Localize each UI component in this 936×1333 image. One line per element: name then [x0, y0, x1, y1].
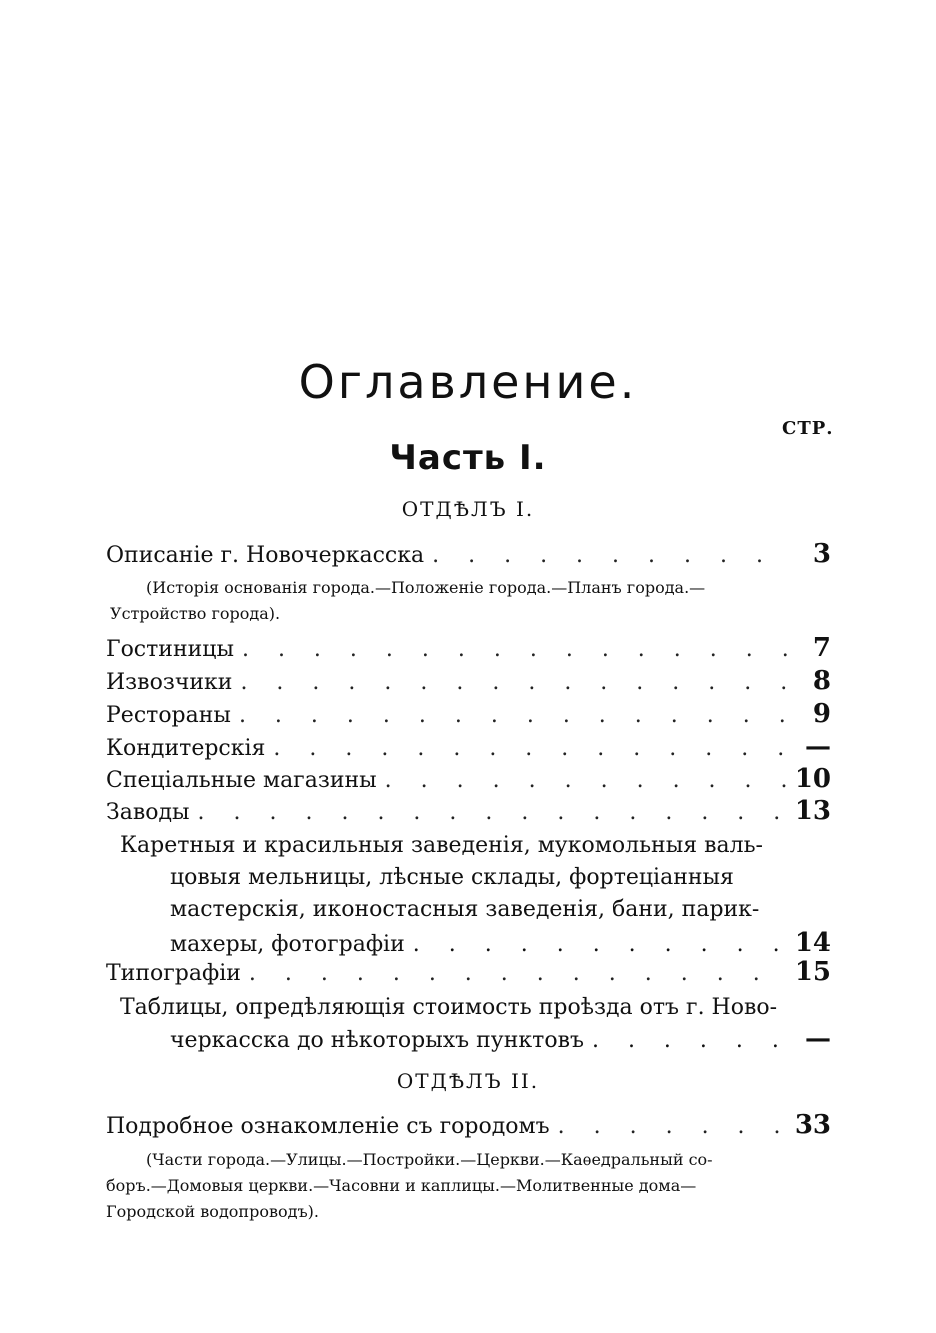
toc-entry-label: Извозчики	[106, 670, 233, 695]
section-heading-1: ОТДѢЛЪ I.	[401, 497, 535, 521]
toc-entry	[106, 958, 831, 988]
toc-entry	[106, 667, 831, 697]
toc-entry-label: Спеціальные магазины	[106, 768, 377, 793]
leader-dots	[249, 960, 787, 988]
toc-note-line: Городской водопроводъ).	[106, 1202, 319, 1221]
leader-dots	[558, 1113, 787, 1141]
toc-entry	[106, 1111, 831, 1141]
toc-entry-label: Кондитерскія	[106, 736, 266, 761]
toc-entry-line: Таблицы, опредѣляющія стоимость проѣзда отъ г. Ново-	[120, 995, 778, 1020]
toc-entry-page: 3	[812, 539, 831, 569]
toc-entry-multiline	[120, 992, 782, 1024]
section-heading-2: ОТДѢЛЪ II.	[396, 1069, 540, 1093]
leader-dots	[432, 542, 793, 570]
part-heading: Часть I.	[389, 438, 547, 478]
toc-entry-line: Каретныя и красильныя заведенія, мукомольныя валь-	[120, 833, 763, 858]
leader-dots	[240, 669, 793, 697]
leader-dots	[592, 1028, 793, 1053]
leader-dots	[385, 767, 787, 795]
toc-entry-label: Гостиницы	[106, 637, 234, 662]
toc-entry-page: 14	[794, 928, 831, 958]
toc-entry-line: цовыя мельницы, лѣсные склады, фортеціанныя	[170, 865, 734, 890]
leader-dots	[273, 735, 793, 763]
toc-entry-page: 9	[812, 699, 831, 729]
toc-note	[106, 1147, 713, 1225]
toc-entry	[106, 765, 831, 795]
page-title: Оглавление.	[298, 355, 638, 409]
toc-entry	[106, 733, 831, 763]
toc-note	[110, 575, 706, 627]
toc-entry-multiline	[120, 830, 782, 926]
toc-entry-label: Рестораны	[106, 703, 231, 728]
toc-entry	[106, 540, 831, 570]
leader-dots	[198, 799, 787, 827]
toc-entry	[106, 634, 831, 664]
toc-entry-label: Описаніе г. Новочеркасска	[106, 543, 425, 568]
toc-entry-page: 15	[794, 957, 831, 987]
toc-note-line: боръ.—Домовыя церкви.—Часовни и каплицы.—Молитвенные дома—	[106, 1176, 697, 1195]
toc-entry-label: Подробное ознакомленіе съ городомъ	[106, 1114, 550, 1139]
toc-entry-page: 7	[812, 633, 831, 663]
toc-entry-page: —	[805, 732, 831, 762]
page-column-label: СТР.	[782, 418, 834, 439]
toc-entry-page: 10	[794, 764, 831, 794]
toc-entry-page: 13	[794, 796, 831, 826]
toc-entry	[106, 797, 831, 827]
leader-dots	[413, 932, 787, 957]
toc-entry-label: Заводы	[106, 800, 190, 825]
leader-dots	[242, 636, 793, 664]
toc-entry-line: мастерскія, иконостасныя заведенія, бани, парик-	[170, 897, 760, 922]
toc-entry-label: махеры, фотографіи	[170, 932, 405, 957]
leader-dots	[239, 702, 793, 730]
toc-note-line: (Части города.—Улицы.—Постройки.—Церкви.—Каѳедральный со-	[146, 1150, 713, 1169]
toc-entry-last-line	[170, 1024, 831, 1054]
toc-entry-page: 8	[812, 666, 831, 696]
toc-entry-page: 33	[794, 1110, 831, 1140]
toc-entry-page: —	[805, 1024, 831, 1054]
toc-entry	[106, 700, 831, 730]
toc-note-line: Устройство города).	[110, 604, 281, 623]
toc-entry-last-line	[170, 928, 831, 958]
toc-entry-label: Типографіи	[106, 961, 241, 986]
toc-entry-label: черкасска до нѣкоторыхъ пунктовъ	[170, 1028, 584, 1053]
toc-note-line: (Исторія основанія города.—Положеніе города.—Планъ города.—	[146, 578, 706, 597]
